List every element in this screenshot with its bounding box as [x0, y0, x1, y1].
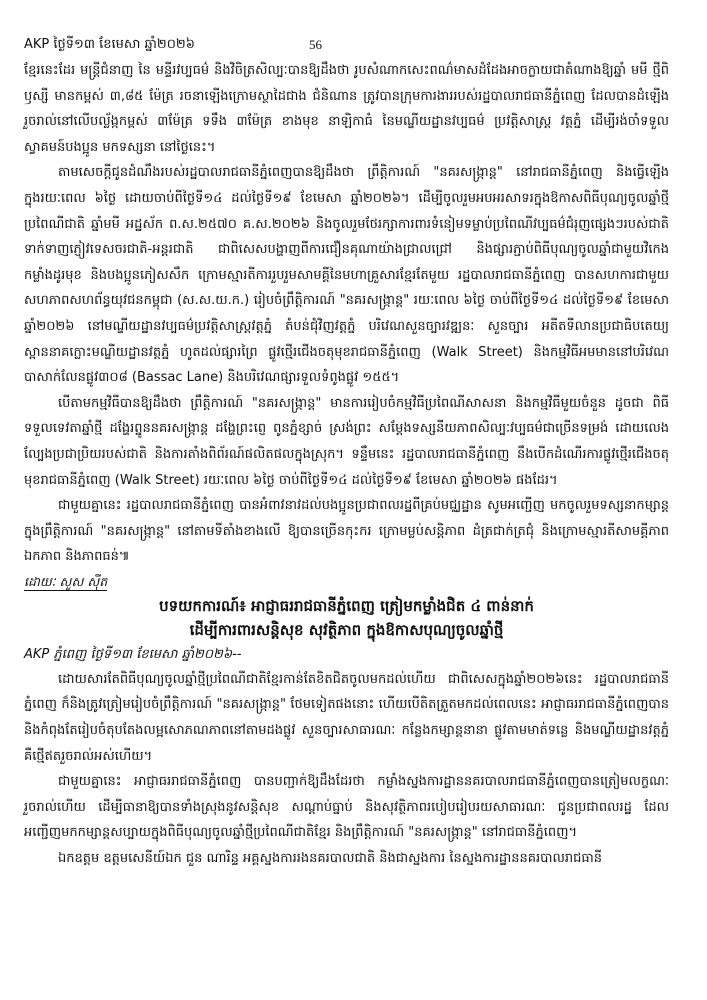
page-number: 56	[309, 37, 322, 52]
dateline: AKP ភ្នំពេញ ថ្ងៃទី១៣ ខែមេសា ឆ្នាំ២០២៦--	[24, 646, 242, 662]
article1-paragraph-4: ជាមួយគ្នានេះ រដ្ឋបាលរាជធានីភ្នំពេញ បានអំពាវនាវដល់បងប្អូនប្រជាពលរដ្ឋពីគ្រប់មជ្ឈដ្ឋាន សូមអញ្ជើញ មកចូលរួមទស្សនាកម្សាន្តក្នុងព្រឹត្តិការណ៍ "នគរសង្ក្រាន្ត" នៅតាមទីតាំងខាងលើ ឱ្យបានច្រើនកុះករ ក្រោមម្លប់សន្តិភាព ដំត្រជាក់ត្រជុំ និងក្រោមស្មារតីសាមគ្គីភាព ឯកភាព និងភាពធន់៕	[24, 498, 669, 565]
page-header	[24, 34, 669, 58]
article-1	[24, 58, 669, 594]
byline	[24, 570, 669, 594]
byline-text: ដោយៈ សួស ស៊ីត	[24, 573, 108, 589]
article1-paragraph-3: បើតាមកម្មវិធីបានឱ្យដឹងថា ព្រឹត្តិការណ៍ "នគរសង្ក្រាន្ត" មានការរៀបចំកម្មវិធីប្រពៃណីសាសនា និងកម្មវិធីមួយចំនួន ដូចជា ពិធីទទួលទេវតាឆ្នាំថ្មី ដង្ហែរព្នូននគរសង្ក្រាន្ត ដង្ហែព្រះព្ញេ ពូនភ្នំខ្សាច់ ស្រង់ព្រះ សម្ដែងទស្សនីយភាពសិល្បៈវប្បធម៌ជាច្រើនទម្រង់ ដោយលេងល្បែងប្រជាប្រិយរបស់ជាតិ និងការតាំងពិព័រណ៍ផលិតផលក្នុងស្រុក។ ទន្ទឹមនេះ រដ្ឋបាលរាជធានីភ្នំពេញ នឹងបើកដំណើរការផ្លូវថ្មើរជើងចតុមុខរាជធានីភ្នំពេញ (Walk Street) រយៈពេល ៦ថ្ងៃ ចាប់ពីថ្ងៃទី១៤ ដល់ថ្ងៃទី១៩ ខែមេសា ឆ្នាំ២០២៦ ផងដែរ។	[24, 395, 669, 488]
article1-paragraph-2: តាមសេចក្ដីជូនដំណឹងរបស់រដ្ឋបាលរាជធានីភ្នំពេញបានឱ្យដឹងថា ព្រឹត្តិការណ៍ "នគរសង្ក្រាន្ត" នៅរាជធានីភ្នំពេញ និងធ្វើឡើងក្នុងរយៈពេល ៦ថ្ងៃ ដោយចាប់ពីថ្ងៃទី១៤ ដល់ថ្ងៃទី១៩ ខែមេសា ឆ្នាំ២០២៦។ ដើម្បីចូលរួមអបអរសាទរក្នុងឱកាសពិធីបុណ្យចូលឆ្នាំថ្មីប្រពៃណីជាតិ ឆ្នាំមមី អដ្ឋស័ក ព.ស.២៥៧០ គ.ស.២០២៦ និងចូលរួមថែរក្សាការពារទំនៀមទម្លាប់ប្រពៃណីវប្បធម៌ជំរុញផ្សេងៗរបស់ជាតិ ទាក់ទាញភ្ញៀវទេសចរជាតិ-អន្តរជាតិ ជាពិសេសបង្ហាញពីការជឿនគុណាយ៉ាងជ្រាលជ្រៅ និងផ្សារភ្ជាប់ពិធីបុណ្យចូលឆ្នាំជាមួយវិកេងកម្លាំងដូរមុខ និងបងប្អូនភៀសសឹក ក្រោមស្មារតីការរួបរួមសាមគ្គីនៃមហាគ្រួសារខ្មែរតែមួយ រដ្ឋបាលរាជធានីភ្នំពេញ បានសហការជាមួយសហភាពសហព័ន្ធយុវជនកម្ពុជា (ស.ស.យ.ក.) រៀបចំព្រឹត្តិការណ៍ "នគរសង្ក្រាន្ត" រយៈពេល ៦ថ្ងៃ ចាប់ពីថ្ងៃទី១៤ ដល់ថ្ងៃទី១៩ ខែមេសា ឆ្នាំ២០២៦ នៅមណ្ឌីយដ្ឋានវប្បធម៌ប្រវត្តិសាស្ត្រវត្តភ្នំ តំបន់ជុំវិញវត្តភ្នំ បរិវេណសួនច្បារវឌ្ឍនៈ សួនច្បារ អតីតទីលានប្រជាធិបតេយ្យ ស្ពាននាគក្លោះមណ្ឌីយដ្ឋានវត្តភ្នំ ហូតដល់ផ្សារព្រៃ ផ្លូវថ្មើរជើងចតុមុខរាជធានីភ្នំពេញ (Walk Street) និងកម្មវិធីអមមាននៅបរិវេណបាសាក់លែនផ្លូវ៣០៨ (Bassac Lane) និងបរិវេណផ្សារទួលទំពូងផ្លូវ ១៥៥។	[24, 165, 669, 386]
article-2	[24, 594, 669, 872]
headline-line-1: បទយកការណ៍៖ អាជ្ញាធររាជធានីភ្នំពេញ ត្រៀមកម្លាំងជិត ៤ ពាន់នាក់	[159, 596, 534, 615]
header-date: AKP ថ្ងៃទី១៣ ខែមេសា ឆ្នាំ២០២៦	[24, 37, 195, 52]
headline-line-2: ដើម្បីការពារសន្តិសុខ សុវត្ថិភាព ក្នុងឱកាសបុណ្យចូលឆ្នាំថ្មី	[189, 620, 504, 639]
article2-paragraph-1: ដោយសារតែពិធីបុណ្យចូលឆ្នាំថ្មីប្រពៃណីជាតិខ្មែរកាន់តែខិតជិតចូលមកដល់ហើយ ជាពិសេសក្នុងឆ្នាំ២០២៦នេះ រដ្ឋបាលរាជធានីភ្នំពេញ ក៏និងត្រូវត្រៀមរៀបចំព្រឹត្តិការណ៍ "នគរសង្ក្រាន្ត" ថែមទៀតផងនោះ ហើយបើតិតត្រួតមកដល់ពេលនេះ អាជ្ញាធររាជធានីភ្នំពេញបាននិងកំពុងតែរៀបចំតុបតែងលម្អសោភណភាពនៅតាមដងផ្លូវ សួនច្បារសាធារណៈ កន្លែងកម្សាន្តនានា ផ្លូវតាមមាត់ទន្លេ និងមណ្ឌីយដ្ឋានវត្តភ្នំ គឺថ្មើឥតរួចរាល់អស់ហើយ។	[24, 671, 669, 764]
article1-paragraph-1: ខ្មែរនេះដែរ មន្ត្រីជំនាញ នៃ មន្ទីរវប្បធម៌ និងវិចិត្រសិល្បៈបានឱ្យដឹងថា រូបសំណាកសេះពណ៌មាសដំដែងអាចក្លាយជាតំណាងឱ្យឆ្នាំ មមី ថ្មីពិឫស្សី មានកម្ពស់ ៣,៨៥ ម៉ែត្រ រចនាឡើងក្រោមស្ថាដៃជាង ជំនិណាន ត្រូវបានក្រុមការងាររបស់រដ្ឋបាលរាជធានីភ្នំពេញ ដែលបានដំឡើងរួចរាល់នៅលើបល្ល័ង្កកម្ពស់ ៣ម៉ែត្រ ទទឹង ៣ម៉ែត្រ ខាងមុខ នាឡិកាធំ នៃមណ្ឌីយដ្ឋានវប្បធម៌ ប្រវត្តិសាស្ត្រ វត្តភ្នំ ដើម្បីរង់ចាំទទួលស្វាគមន៍បងប្អូន មកទស្សនា នៅថ្ងៃនេះ។	[24, 63, 669, 155]
article2-paragraph-2: ជាមួយគ្នានេះ អាជ្ញាធររាជធានីភ្នំពេញ បានបញ្ជាក់ឱ្យដឹងដែរថា កម្លាំងស្នងការដ្ឋាននគរបាលរាជធានីភ្នំពេញបានត្រៀមលក្ខណៈរួចរាល់ហើយ ដើម្បីធានាឱ្យបានទាំងស្រុងនូវសន្តិសុខ សណ្ដាប់ធ្នាប់ និងសុវត្ថិភាពរបៀបរៀបរយសាធារណៈ ជូនប្រជាពលរដ្ឋ ដែលអញ្ជើញមកកម្សាន្តសប្បាយក្នុងពិធីបុណ្យចូលឆ្នាំថ្មីប្រពៃណីជាតិខ្មែរ និងព្រឹត្តិការណ៍ "នគរសង្ក្រាន្ត" នៅរាជធានីភ្នំពេញ។	[24, 774, 669, 841]
article2-paragraph-3: ឯកឧត្តម ឧត្តមសេនីយ៍ឯក ជួន ណារិន្ទ អគ្គស្នងការរងនគរបាលជាតិ និងជាស្នងការ នៃស្នងការដ្ឋាននគរបាលរាជធានី	[58, 851, 603, 867]
